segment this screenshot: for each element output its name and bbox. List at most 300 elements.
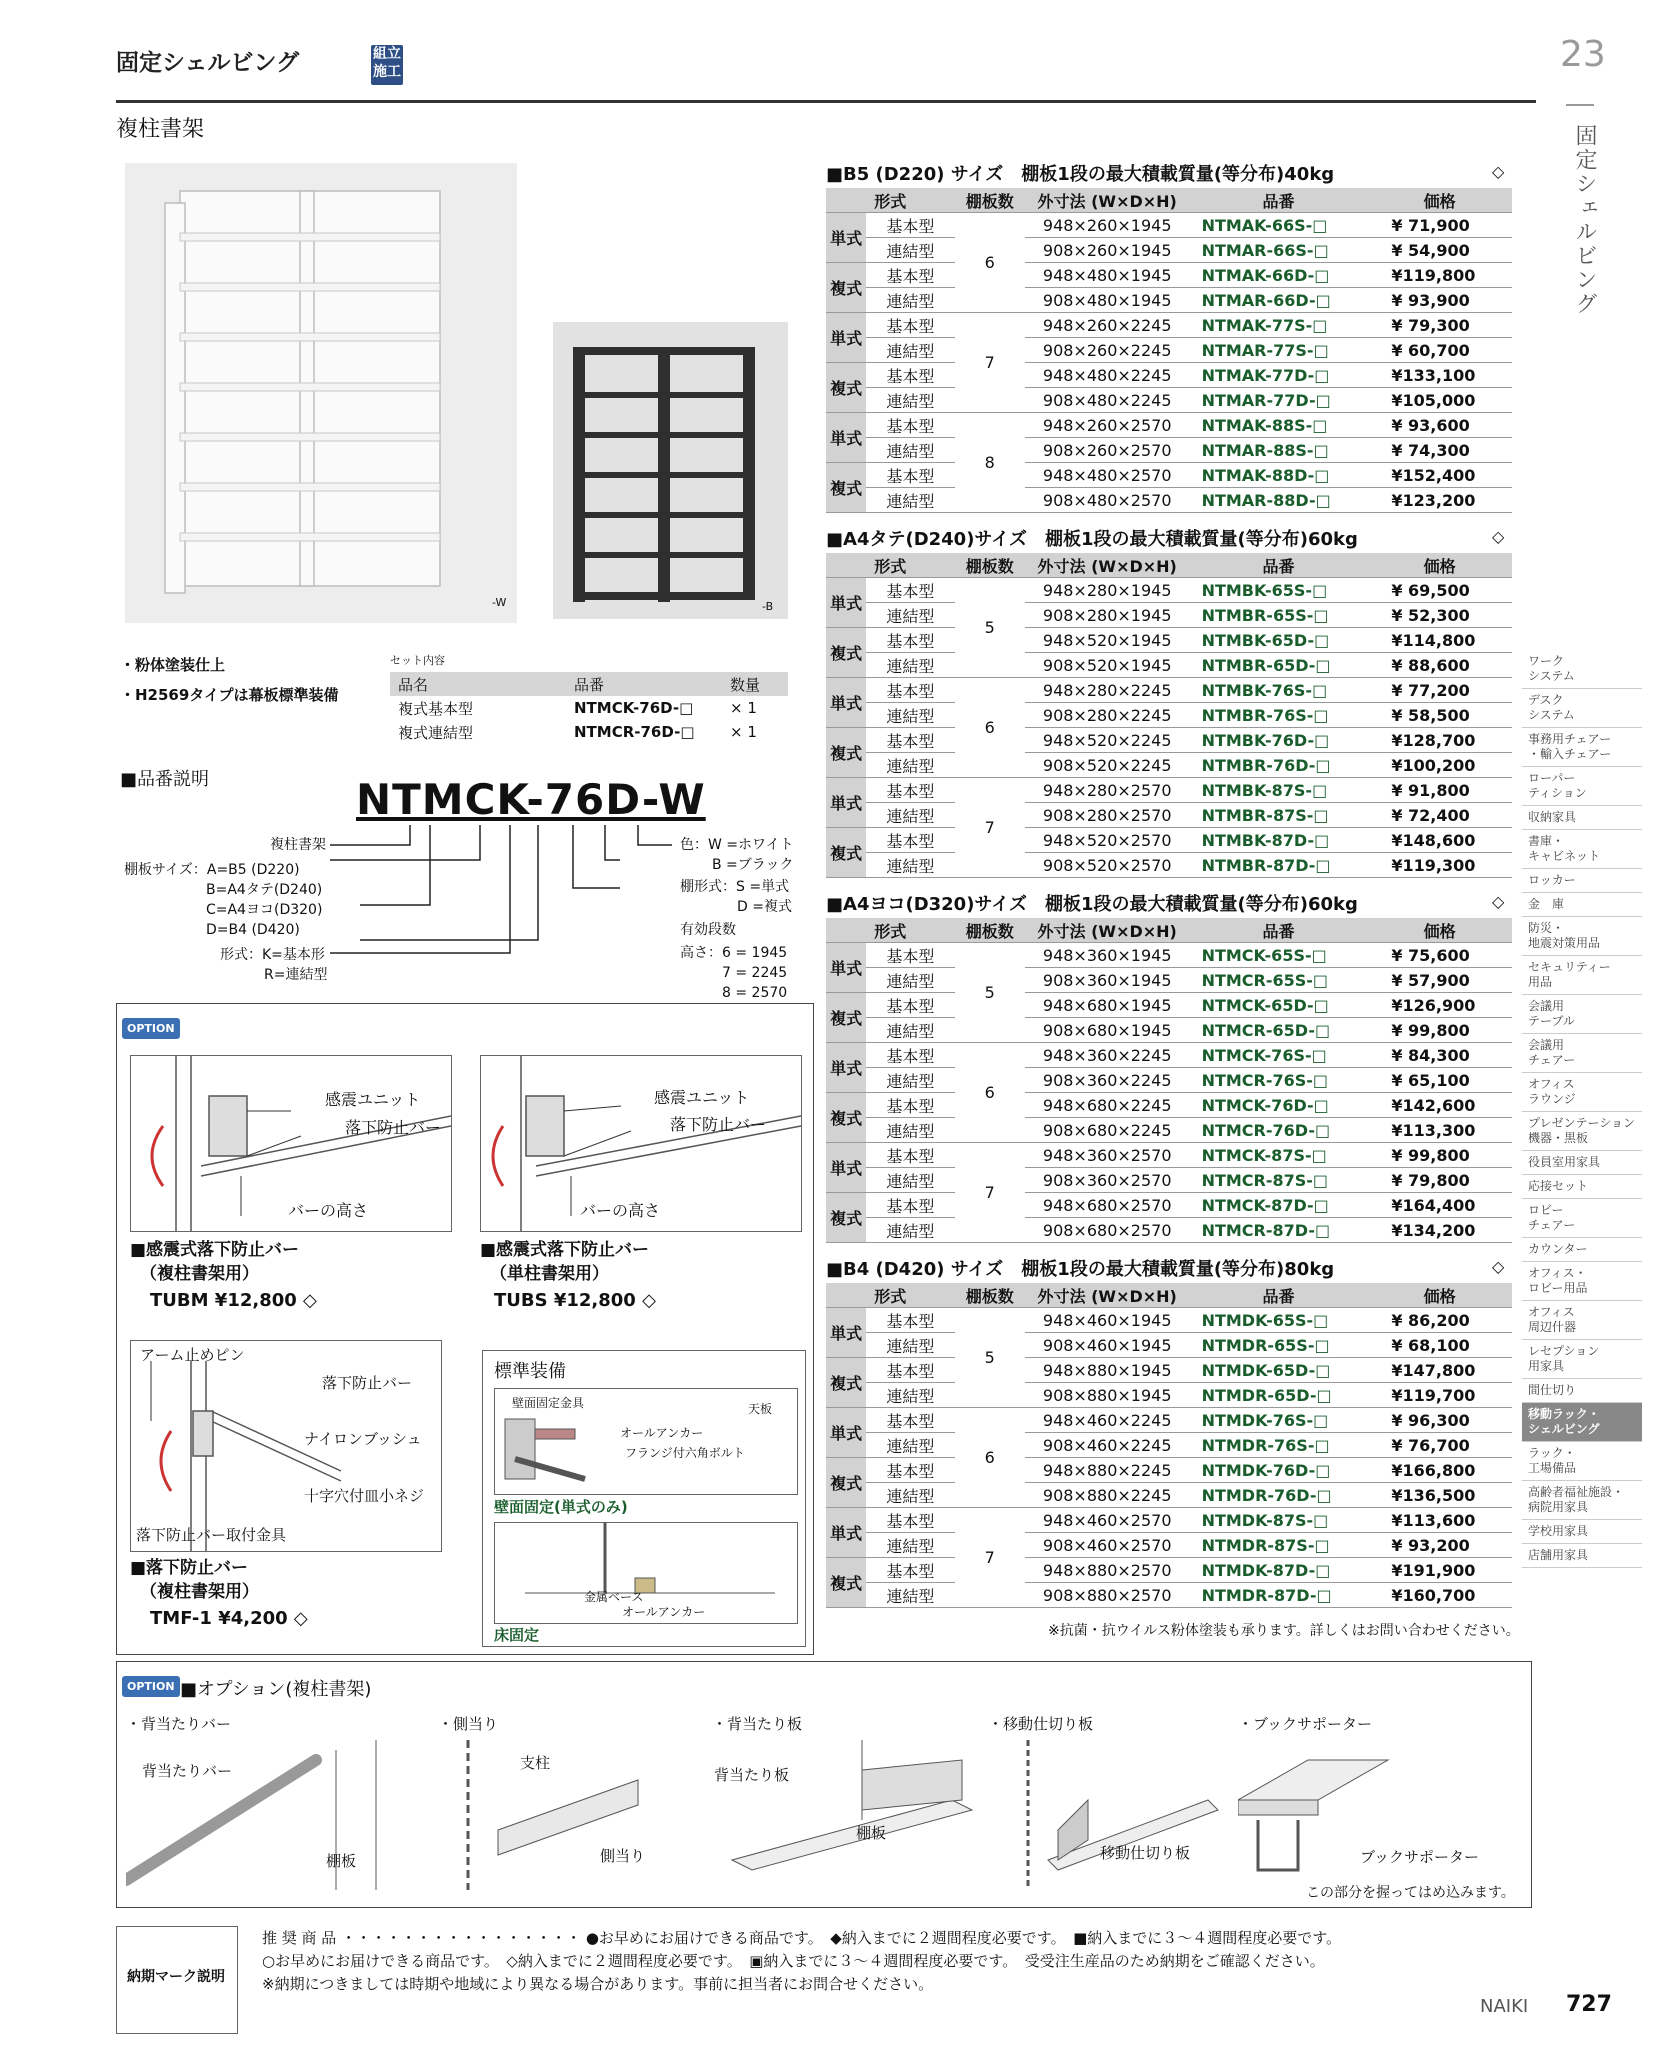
- table-row: [826, 1118, 1512, 1143]
- col-header: 価格: [1367, 553, 1512, 578]
- sidebar-item[interactable]: ロビー チェアー: [1522, 1199, 1642, 1238]
- table-section-heading: ■A4タテ(D240)サイズ 棚板1段の最大積載質量(等分布)60kg: [826, 529, 1358, 550]
- cell: NTMCR-76D-□: [574, 723, 695, 741]
- category-sidebar: [1522, 650, 1642, 1568]
- product-code-cell: NTMBR-65S-□: [1190, 603, 1368, 628]
- table-row: [826, 1068, 1512, 1093]
- price-cell: ¥147,800: [1367, 1358, 1512, 1383]
- table-row: [826, 1018, 1512, 1043]
- product-code-cell: NTMCR-87D-□: [1190, 1218, 1368, 1243]
- subtype-cell: 連結型: [866, 1533, 954, 1558]
- subtype-cell: 基本型: [866, 1093, 954, 1118]
- option-item-title: ・背当たりバー: [126, 1715, 232, 1733]
- dimension-cell: 948×520×1945: [1025, 628, 1190, 653]
- product-code-cell: NTMDK-87D-□: [1190, 1558, 1368, 1583]
- sidebar-item[interactable]: オフィス ラウンジ: [1522, 1073, 1642, 1112]
- dimension-cell: 948×520×2570: [1025, 828, 1190, 853]
- feature-notes: [120, 650, 339, 710]
- dimension-cell: 948×480×2570: [1025, 463, 1190, 488]
- price-cell: ¥113,600: [1367, 1508, 1512, 1533]
- table-row: [826, 1533, 1512, 1558]
- subtype-cell: 基本型: [866, 1558, 954, 1583]
- subtype-cell: 基本型: [866, 313, 954, 338]
- price-cell: ¥ 96,300: [1367, 1408, 1512, 1433]
- table-row: [826, 753, 1512, 778]
- subtype-cell: 連結型: [866, 438, 954, 463]
- table-row: [826, 1218, 1512, 1243]
- dimension-cell: 948×460×2570: [1025, 1508, 1190, 1533]
- product-code-cell: NTMBR-87S-□: [1190, 803, 1368, 828]
- product-code-cell: NTMDR-76S-□: [1190, 1433, 1368, 1458]
- table-row: [826, 488, 1512, 513]
- subtype-cell: 連結型: [866, 1218, 954, 1243]
- col-header: 外寸法 (W×D×H): [1025, 553, 1190, 578]
- subtype-cell: 基本型: [866, 1358, 954, 1383]
- sidebar-item[interactable]: 高齢者福祉施設・ 病院用家具: [1522, 1481, 1642, 1520]
- delivery-diamond: ◇: [1492, 162, 1505, 181]
- dimension-cell: 948×680×2245: [1025, 1093, 1190, 1118]
- dimension-cell: 908×280×1945: [1025, 603, 1190, 628]
- subtype-cell: 連結型: [866, 488, 954, 513]
- dimension-cell: 948×260×2245: [1025, 313, 1190, 338]
- shelf-count-cell: 8: [955, 413, 1025, 513]
- product-code-cell: NTMBK-65D-□: [1190, 628, 1368, 653]
- fig-label: 感震ユニット: [654, 1088, 750, 1107]
- product-code-cell: NTMCR-76D-□: [1190, 1118, 1368, 1143]
- table-row: [826, 288, 1512, 313]
- fig-label: アーム止めピン: [140, 1346, 245, 1364]
- option-item-title: ・側当り: [438, 1715, 499, 1733]
- subtype-cell: 基本型: [866, 678, 954, 703]
- code-label: 有効段数: [680, 922, 736, 938]
- price-cell: ¥ 99,800: [1367, 1018, 1512, 1043]
- col-header: 品名: [390, 672, 566, 696]
- dimension-cell: 948×520×2245: [1025, 728, 1190, 753]
- option-badge: OPTION: [122, 1018, 180, 1039]
- sidebar-item[interactable]: 間仕切り: [1522, 1379, 1642, 1403]
- table-row: [826, 1143, 1512, 1168]
- col-header: 数量: [722, 672, 788, 696]
- subtype-cell: 連結型: [866, 803, 954, 828]
- dimension-cell: 948×360×2245: [1025, 1043, 1190, 1068]
- subtype-cell: 連結型: [866, 653, 954, 678]
- type-cell: 複式: [826, 1093, 866, 1143]
- dimension-cell: 908×680×2245: [1025, 1118, 1190, 1143]
- note-item: ・H2569タイプは幕板標準装備: [120, 686, 339, 704]
- product-code-cell: NTMCK-87S-□: [1190, 1143, 1368, 1168]
- type-cell: 単式: [826, 1143, 866, 1193]
- product-code-cell: NTMDK-76D-□: [1190, 1458, 1368, 1483]
- subtype-cell: 連結型: [866, 753, 954, 778]
- shelf-count-cell: 5: [955, 578, 1025, 678]
- code-label: 高さ：6 = 1945: [680, 945, 788, 961]
- type-cell: 単式: [826, 1043, 866, 1093]
- black-shelf-photo: [553, 322, 788, 619]
- fig-label: 落下防止バー: [322, 1374, 413, 1392]
- dimension-cell: 908×480×2570: [1025, 488, 1190, 513]
- type-cell: 複式: [826, 728, 866, 778]
- delivery-line: ※納期につきましては時期や地域により異なる場合があります。事前に担当者にお問合せください。: [262, 1975, 934, 1993]
- product-code-cell: NTMAR-77D-□: [1190, 388, 1368, 413]
- table-note: ※抗菌・抗ウイルス粉体塗装も承ります。詳しくはお問い合わせください。: [1048, 1623, 1520, 1639]
- sidebar-item[interactable]: オフィス・ ロビー用品: [1522, 1262, 1642, 1301]
- table-row: [826, 463, 1512, 488]
- code-label: B =ブラック: [712, 857, 794, 873]
- code-explanation-title: ■品番説明: [120, 769, 210, 790]
- table-row: [826, 263, 1512, 288]
- table-row: [826, 1408, 1512, 1433]
- fig-label: 落下防止バー取付金具: [136, 1526, 287, 1544]
- price-cell: ¥ 52,300: [1367, 603, 1512, 628]
- page-number: 727: [1566, 1992, 1612, 2017]
- black-label: -B: [762, 600, 774, 613]
- delivery-diamond: ◇: [1492, 527, 1505, 546]
- sidebar-item[interactable]: 応接セット: [1522, 1175, 1642, 1199]
- col-header: 外寸法 (W×D×H): [1025, 1283, 1190, 1308]
- fig-label: 棚板: [326, 1852, 357, 1870]
- price-cell: ¥113,300: [1367, 1118, 1512, 1143]
- dimension-cell: 908×880×1945: [1025, 1383, 1190, 1408]
- fig-label: 十字穴付皿小ネジ: [304, 1487, 425, 1505]
- price-table: [826, 918, 1512, 1243]
- white-label: -W: [492, 596, 507, 609]
- price-cell: ¥ 86,200: [1367, 1308, 1512, 1333]
- dimension-cell: 908×880×2570: [1025, 1583, 1190, 1608]
- fig-caption: ■落下防止バー: [130, 1558, 249, 1578]
- table-row: [826, 413, 1512, 438]
- sidebar-item[interactable]: セキュリティー 用品: [1522, 956, 1642, 995]
- subtype-cell: 連結型: [866, 238, 954, 263]
- fig-caption: （単柱書架用）: [490, 1264, 609, 1284]
- price-cell: ¥ 91,800: [1367, 778, 1512, 803]
- type-cell: 単式: [826, 578, 866, 628]
- table-row: [826, 678, 1512, 703]
- table-row: [826, 363, 1512, 388]
- sidebar-item[interactable]: ワーク システム: [1522, 650, 1642, 689]
- cell: 複式連結型: [398, 723, 474, 742]
- section-number: 23: [1560, 34, 1606, 75]
- dimension-cell: 908×520×2570: [1025, 853, 1190, 878]
- sidebar-item[interactable]: 移動ラック・ シェルビング: [1522, 1403, 1642, 1442]
- dimension-cell: 908×480×1945: [1025, 288, 1190, 313]
- price-cell: ¥ 60,700: [1367, 338, 1512, 363]
- book-supporter-diagram: [1238, 1740, 1518, 1890]
- sidebar-item[interactable]: 書庫・ キャビネット: [1522, 830, 1642, 869]
- table-row: [826, 313, 1512, 338]
- dimension-cell: 948×680×2570: [1025, 1193, 1190, 1218]
- sidebar-item[interactable]: 役員室用家具: [1522, 1151, 1642, 1175]
- shelf-count-cell: 7: [955, 313, 1025, 413]
- price-cell: ¥ 76,700: [1367, 1433, 1512, 1458]
- dimension-cell: 948×880×1945: [1025, 1358, 1190, 1383]
- cell: 複式基本型: [398, 699, 474, 718]
- price-cell: ¥ 93,900: [1367, 288, 1512, 313]
- delivery-line: 推 奨 商 品 ・・・・・・・・・・・・・・・・ ●お早めにお届けできる商品です。 ◆納入までに２週間程度必要です。 ■納入までに３～４週間程度必要です。: [262, 1929, 1342, 1947]
- sidebar-item[interactable]: デスク システム: [1522, 689, 1642, 728]
- type-cell: 単式: [826, 1508, 866, 1558]
- sidebar-item[interactable]: カウンター: [1522, 1238, 1642, 1262]
- price-table: [826, 553, 1512, 878]
- product-code-cell: NTMCR-65S-□: [1190, 968, 1368, 993]
- product-code-cell: NTMAK-66D-□: [1190, 263, 1368, 288]
- type-cell: 複式: [826, 1358, 866, 1408]
- product-code-cell: NTMAK-88D-□: [1190, 463, 1368, 488]
- sidebar-item[interactable]: ロッカー: [1522, 869, 1642, 893]
- fig-label: ブックサポーター: [1360, 1848, 1479, 1866]
- subtype-cell: 基本型: [866, 828, 954, 853]
- dimension-cell: 948×260×1945: [1025, 213, 1190, 238]
- subtype-cell: 連結型: [866, 1583, 954, 1608]
- delivery-diamond: ◇: [1492, 1257, 1505, 1276]
- subtype-cell: 連結型: [866, 388, 954, 413]
- fig-label: フランジ付六角ボルト: [625, 1446, 745, 1460]
- subtype-cell: 基本型: [866, 263, 954, 288]
- price-cell: ¥191,900: [1367, 1558, 1512, 1583]
- sidebar-item[interactable]: ラック・ 工場備品: [1522, 1442, 1642, 1481]
- product-code-cell: NTMCR-87S-□: [1190, 1168, 1368, 1193]
- product-code-cell: NTMDK-65S-□: [1190, 1308, 1368, 1333]
- dimension-cell: 948×360×2570: [1025, 1143, 1190, 1168]
- subtype-cell: 連結型: [866, 338, 954, 363]
- shelf-count-cell: 6: [955, 1408, 1025, 1508]
- fig-caption: （複柱書架用）: [140, 1582, 259, 1602]
- option2-badge: OPTION: [122, 1676, 180, 1697]
- dimension-cell: 908×280×2245: [1025, 703, 1190, 728]
- type-cell: 複式: [826, 1458, 866, 1508]
- dimension-cell: 948×280×1945: [1025, 578, 1190, 603]
- sidebar-item[interactable]: 店舗用家具: [1522, 1544, 1642, 1568]
- price-table: [826, 1283, 1512, 1608]
- delivery-mark-label: 納期マーク説明: [127, 1969, 225, 1985]
- price-table: [826, 188, 1512, 513]
- table-row: [826, 338, 1512, 363]
- price-cell: ¥123,200: [1367, 488, 1512, 513]
- table-row: [826, 213, 1512, 238]
- table-row: [826, 993, 1512, 1018]
- table-row: [826, 728, 1512, 753]
- table-row: [826, 803, 1512, 828]
- product-code-cell: NTMBR-87D-□: [1190, 853, 1368, 878]
- dimension-cell: 948×460×1945: [1025, 1308, 1190, 1333]
- product-code-cell: NTMDK-76S-□: [1190, 1408, 1368, 1433]
- dimension-cell: 948×880×2245: [1025, 1458, 1190, 1483]
- price-cell: ¥ 93,600: [1367, 413, 1512, 438]
- subtype-cell: 連結型: [866, 1018, 954, 1043]
- delivery-diamond: ◇: [1492, 892, 1505, 911]
- product-code-cell: NTMBK-87D-□: [1190, 828, 1368, 853]
- product-code-cell: NTMBR-76S-□: [1190, 703, 1368, 728]
- col-header: 品番: [1190, 188, 1368, 213]
- code-label: B=A4タテ(D240): [206, 882, 323, 898]
- subtype-cell: 連結型: [866, 288, 954, 313]
- price-cell: ¥105,000: [1367, 388, 1512, 413]
- fig-label: バーの高さ: [288, 1201, 369, 1220]
- table-row: [826, 578, 1512, 603]
- shelf-count-cell: 7: [955, 1508, 1025, 1608]
- type-cell: 単式: [826, 213, 866, 263]
- price-cell: ¥128,700: [1367, 728, 1512, 753]
- table-row: [826, 943, 1512, 968]
- table-row: [826, 1558, 1512, 1583]
- floor-fix-caption: 床固定: [494, 1626, 540, 1644]
- fig-label: オールアンカー: [620, 1426, 704, 1440]
- price-cell: ¥ 79,300: [1367, 313, 1512, 338]
- product-code-cell: NTMDR-65D-□: [1190, 1383, 1368, 1408]
- assembly-badge: [371, 45, 403, 85]
- table-row: [826, 1358, 1512, 1383]
- type-cell: 複式: [826, 1193, 866, 1243]
- table-row: [826, 1583, 1512, 1608]
- fig-label: 金属ベース: [584, 1590, 644, 1604]
- movable-divider-diagram: [988, 1740, 1228, 1890]
- fig-label: 背当たり板: [714, 1766, 790, 1784]
- sidebar-item[interactable]: オフィス 周辺什器: [1522, 1301, 1642, 1340]
- dimension-cell: 908×480×2245: [1025, 388, 1190, 413]
- product-code-cell: NTMCK-65D-□: [1190, 993, 1368, 1018]
- sidebar-item[interactable]: 事務用チェアー ・輸入チェアー: [1522, 728, 1642, 767]
- sidebar-item[interactable]: プレゼンテーション 機器・黒板: [1522, 1112, 1642, 1151]
- sidebar-item[interactable]: 防災・ 地震対策用品: [1522, 917, 1642, 956]
- dimension-cell: 908×460×2245: [1025, 1433, 1190, 1458]
- sidebar-item[interactable]: 収納家具: [1522, 806, 1642, 830]
- product-code-cell: NTMBK-76S-□: [1190, 678, 1368, 703]
- price-cell: ¥166,800: [1367, 1458, 1512, 1483]
- shelf-count-cell: 5: [955, 1308, 1025, 1408]
- code-label: R=連結型: [264, 967, 328, 983]
- subtype-cell: 基本型: [866, 578, 954, 603]
- table-row: [826, 1433, 1512, 1458]
- table-row: [826, 1193, 1512, 1218]
- price-cell: ¥ 72,400: [1367, 803, 1512, 828]
- table-row: [826, 238, 1512, 263]
- option-item-title: ・ブックサポーター: [1238, 1715, 1372, 1733]
- product-code-cell: NTMBK-87S-□: [1190, 778, 1368, 803]
- product-code-cell: NTMDK-87S-□: [1190, 1508, 1368, 1533]
- subtype-cell: 連結型: [866, 1383, 954, 1408]
- price-cell: ¥ 54,900: [1367, 238, 1512, 263]
- sidebar-item[interactable]: 会議用 チェアー: [1522, 1034, 1642, 1073]
- subtype-cell: 連結型: [866, 1168, 954, 1193]
- col-header: 価格: [1367, 188, 1512, 213]
- price-cell: ¥ 65,100: [1367, 1068, 1512, 1093]
- product-code-cell: NTMCK-76D-□: [1190, 1093, 1368, 1118]
- subtype-cell: 基本型: [866, 1043, 954, 1068]
- subtype-cell: 基本型: [866, 628, 954, 653]
- product-code-cell: NTMAK-77S-□: [1190, 313, 1368, 338]
- sidebar-item[interactable]: ローパー ティション: [1522, 767, 1642, 806]
- dimension-cell: 908×260×2245: [1025, 338, 1190, 363]
- fig-label: 感震ユニット: [325, 1090, 421, 1109]
- subtype-cell: 連結型: [866, 853, 954, 878]
- col-header: 棚板数: [955, 188, 1025, 213]
- code-label: 複柱書架: [270, 837, 326, 853]
- price-cell: ¥114,800: [1367, 628, 1512, 653]
- code-label: D =複式: [737, 899, 792, 915]
- price-cell: ¥ 58,500: [1367, 703, 1512, 728]
- subtype-cell: 基本型: [866, 1308, 954, 1333]
- sidebar-item[interactable]: 金 庫: [1522, 893, 1642, 917]
- product-code-cell: NTMDR-65S-□: [1190, 1333, 1368, 1358]
- subtype-cell: 連結型: [866, 703, 954, 728]
- shelf-count-cell: 5: [955, 943, 1025, 1043]
- option-item-title: ・背当たり板: [712, 1715, 803, 1733]
- product-code-cell: NTMAR-88S-□: [1190, 438, 1368, 463]
- subtype-cell: 基本型: [866, 1458, 954, 1483]
- brand: NAIKI: [1480, 1996, 1529, 2017]
- table-section-heading: ■B5 (D220) サイズ 棚板1段の最大積載質量(等分布)40kg: [826, 164, 1335, 185]
- dimension-cell: 908×680×1945: [1025, 1018, 1190, 1043]
- subtype-cell: 連結型: [866, 1333, 954, 1358]
- type-cell: 複式: [826, 828, 866, 878]
- dimension-cell: 948×280×2245: [1025, 678, 1190, 703]
- dimension-cell: 908×460×2570: [1025, 1533, 1190, 1558]
- product-code-cell: NTMAR-66S-□: [1190, 238, 1368, 263]
- subtype-cell: 連結型: [866, 968, 954, 993]
- price-cell: ¥119,300: [1367, 853, 1512, 878]
- fig-caption: ■感震式落下防止バー: [480, 1240, 650, 1260]
- product-code-cell: NTMBK-76D-□: [1190, 728, 1368, 753]
- price-cell: ¥164,400: [1367, 1193, 1512, 1218]
- product-code-cell: NTMCK-87D-□: [1190, 1193, 1368, 1218]
- fig-label: バーの高さ: [580, 1201, 661, 1220]
- subtype-cell: 連結型: [866, 1483, 954, 1508]
- code-label: 8 = 2570: [722, 985, 788, 1001]
- col-header: 棚板数: [955, 918, 1025, 943]
- subtype-cell: 基本型: [866, 413, 954, 438]
- type-cell: 単式: [826, 313, 866, 363]
- price-cell: ¥152,400: [1367, 463, 1512, 488]
- table-row: [826, 1168, 1512, 1193]
- dimension-cell: 948×460×2245: [1025, 1408, 1190, 1433]
- header-rule: [116, 100, 1536, 103]
- price-cell: ¥ 68,100: [1367, 1333, 1512, 1358]
- table-row: [826, 1383, 1512, 1408]
- subtype-cell: 基本型: [866, 728, 954, 753]
- fig-spec: TUBS ¥12,800 ◇: [494, 1290, 656, 1311]
- price-cell: ¥ 69,500: [1367, 578, 1512, 603]
- type-cell: 単式: [826, 778, 866, 828]
- dimension-cell: 908×520×1945: [1025, 653, 1190, 678]
- product-code-cell: NTMBR-76D-□: [1190, 753, 1368, 778]
- sidebar-item[interactable]: 学校用家具: [1522, 1520, 1642, 1544]
- col-header: 形式: [826, 1283, 955, 1308]
- dimension-cell: 948×480×1945: [1025, 263, 1190, 288]
- price-cell: ¥ 77,200: [1367, 678, 1512, 703]
- table-row: [826, 1483, 1512, 1508]
- wall-fix-caption: 壁面固定(単式のみ): [494, 1498, 628, 1516]
- table-row: [826, 853, 1512, 878]
- price-cell: ¥100,200: [1367, 753, 1512, 778]
- subtype-cell: 連結型: [866, 1433, 954, 1458]
- product-code-cell: NTMAR-88D-□: [1190, 488, 1368, 513]
- shelf-count-cell: 7: [955, 778, 1025, 878]
- fig-label: ナイロンブッシュ: [304, 1430, 422, 1448]
- subtype-cell: 連結型: [866, 1118, 954, 1143]
- sidebar-item[interactable]: 会議用 テーブル: [1522, 995, 1642, 1034]
- cell: NTMCK-76D-□: [574, 699, 694, 717]
- product-code-cell: NTMCK-65S-□: [1190, 943, 1368, 968]
- shelf-count-cell: 6: [955, 213, 1025, 313]
- back-panel-diagram: [712, 1740, 982, 1890]
- fig-caption: ■感震式落下防止バー: [130, 1240, 300, 1260]
- sidebar-item[interactable]: レセプション 用家具: [1522, 1340, 1642, 1379]
- table-row: [826, 1093, 1512, 1118]
- col-header: 形式: [826, 188, 955, 213]
- fig-label: 背当たりバー: [142, 1762, 233, 1780]
- type-cell: 単式: [826, 1308, 866, 1358]
- cell: × 1: [730, 699, 757, 717]
- table-section-heading: ■B4 (D420) サイズ 棚板1段の最大積載質量(等分布)80kg: [826, 1259, 1335, 1280]
